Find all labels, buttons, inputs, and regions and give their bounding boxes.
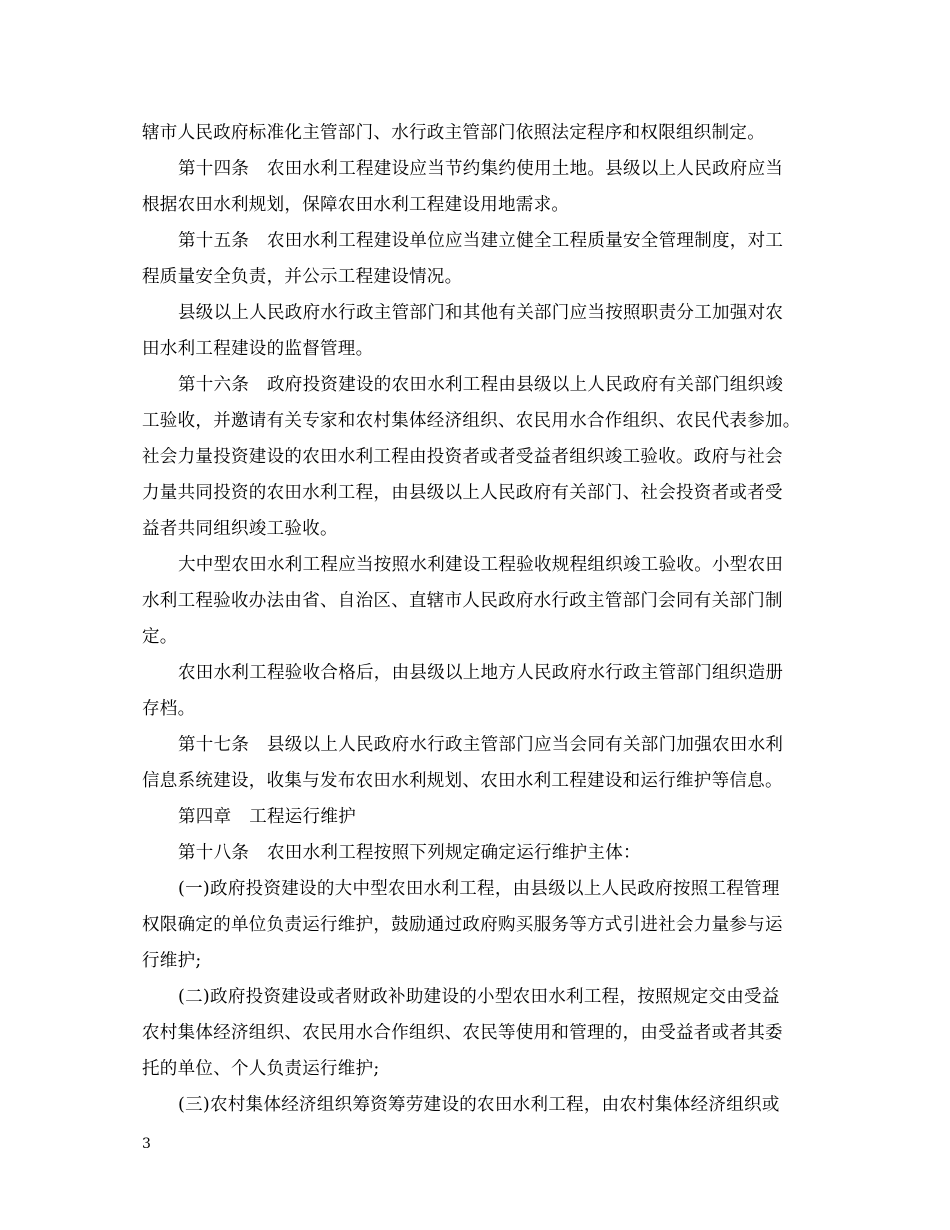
text-line: 定。 [142, 627, 178, 647]
text-line: 益者共同组织竣工验收。 [142, 519, 338, 539]
text-line: 社会力量投资建设的农田水利工程由投资者或者受益者组织竣工验收。政府与社会 [142, 447, 783, 467]
text-line: 辖市人民政府标准化主管部门、水行政主管部门依照法定程序和权限组织制定。 [142, 123, 765, 143]
text-line: 第十八条 农田水利工程按照下列规定确定运行维护主体： [178, 843, 641, 863]
text-line: 行维护; [142, 951, 202, 971]
page-number: 3 [142, 1136, 151, 1152]
text-line: 第四章 工程运行维护 [178, 807, 356, 827]
text-line: (三)农村集体经济组织筹资筹劳建设的农田水利工程，由农村集体经济组织或 [178, 1095, 780, 1115]
text-line: 工验收，并邀请有关专家和农村集体经济组织、农民用水合作组织、农民代表参加。 [142, 411, 801, 431]
text-line: 农村集体经济组织、农民用水合作组织、农民等使用和管理的，由受益者或者其委 [142, 1023, 783, 1043]
document-body [142, 115, 822, 1123]
text-line: 田水利工程建设的监督管理。 [142, 339, 374, 359]
text-line: 水利工程验收办法由省、自治区、直辖市人民政府水行政主管部门会同有关部门制 [142, 591, 783, 611]
text-line: 农田水利工程验收合格后，由县级以上地方人民政府水行政主管部门组织造册 [178, 663, 784, 683]
text-line: 第十六条 政府投资建设的农田水利工程由县级以上人民政府有关部门组织竣 [178, 375, 784, 395]
text-line: (一)政府投资建设的大中型农田水利工程，由县级以上人民政府按照工程管理 [178, 879, 780, 899]
text-line: 大中型农田水利工程应当按照水利建设工程验收规程组织竣工验收。小型农田 [178, 555, 784, 575]
text-line: 第十七条 县级以上人民政府水行政主管部门应当会同有关部门加强农田水利 [178, 735, 784, 755]
text-line: 第十五条 农田水利工程建设单位应当建立健全工程质量安全管理制度，对工 [178, 231, 784, 251]
text-line: 根据农田水利规划，保障农田水利工程建设用地需求。 [142, 195, 570, 215]
text-line: 力量共同投资的农田水利工程，由县级以上人民政府有关部门、社会投资者或者受 [142, 483, 783, 503]
text-line: 权限确定的单位负责运行维护，鼓励通过政府购买服务等方式引进社会力量参与运 [142, 915, 783, 935]
text-line: 县级以上人民政府水行政主管部门和其他有关部门应当按照职责分工加强对农 [178, 303, 784, 323]
text-line: 程质量安全负责，并公示工程建设情况。 [142, 267, 463, 287]
text-line: 信息系统建设，收集与发布农田水利规划、农田水利工程建设和运行维护等信息。 [142, 771, 783, 791]
text-line: (二)政府投资建设或者财政补助建设的小型农田水利工程，按照规定交由受益 [178, 987, 780, 1007]
text-line: 第十四条 农田水利工程建设应当节约集约使用土地。县级以上人民政府应当 [178, 159, 784, 179]
text-line: 托的单位、个人负责运行维护; [142, 1059, 380, 1079]
text-line: 存档。 [142, 699, 196, 719]
